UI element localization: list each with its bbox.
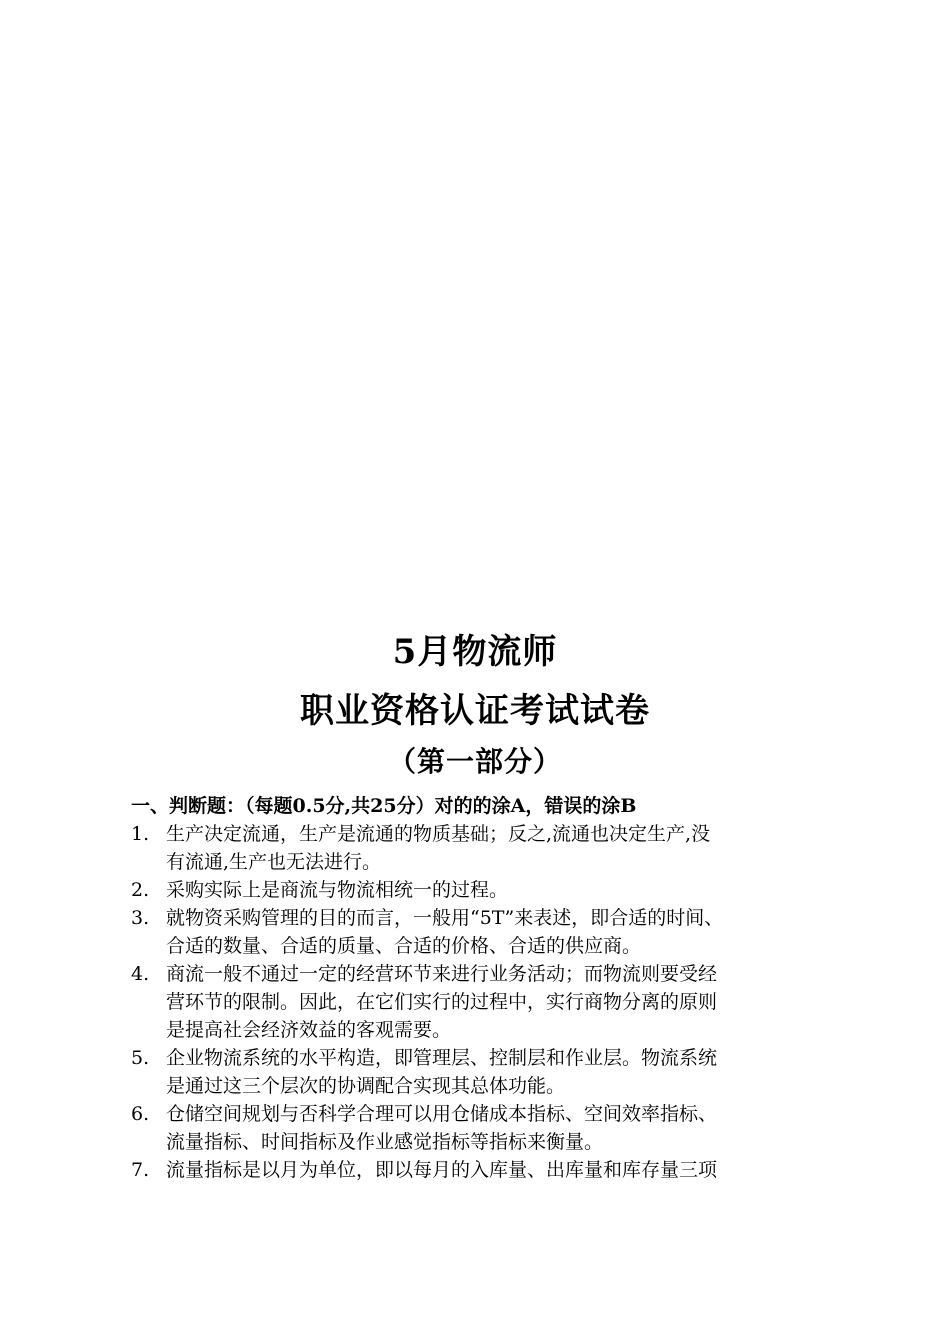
question-number: 4.	[131, 963, 150, 985]
question-item	[131, 1044, 843, 1100]
question-number: 6.	[131, 1103, 150, 1125]
question-item	[131, 876, 843, 904]
document-subtitle: 职业资格认证考试试卷	[300, 691, 650, 731]
question-number: 3.	[131, 907, 150, 929]
question-item	[131, 960, 843, 1044]
question-text-line: 流量指标、时间指标及作业感觉指标等指标来衡量。	[166, 1131, 604, 1153]
question-number: 7.	[131, 1159, 150, 1181]
question-text-line: 营环节的限制。因此，在它们实行的过程中，实行商物分离的原则	[166, 991, 718, 1013]
document-part-label: （第一部分）	[387, 745, 562, 778]
question-text-line: 合适的数量、合适的质量、合适的价格、合适的供应商。	[166, 935, 642, 957]
question-text-line: 企业物流系统的水平构造，即管理层、控制层和作业层。物流系统	[166, 1047, 718, 1069]
question-item	[131, 904, 843, 960]
question-list	[131, 820, 843, 1184]
question-text-line: 生产决定流通，生产是流通的物质基础；反之,流通也决定生产,没	[166, 823, 711, 845]
question-number: 5.	[131, 1047, 150, 1069]
question-text-line: 采购实际上是商流与物流相统一的过程。	[166, 879, 509, 901]
question-number: 1.	[131, 823, 150, 845]
document-title: 5月物流师	[392, 632, 558, 672]
question-text-line: 就物资采购管理的目的而言，一般用“5T”来表述，即合适的时间、	[166, 907, 724, 929]
question-text-line: 仓储空间规划与否科学合理可以用仓储成本指标、空间效率指标、	[166, 1103, 718, 1125]
question-text-line: 有流通,生产也无法进行。	[166, 851, 382, 873]
question-text-line: 是提高社会经济效益的客观需要。	[166, 1019, 452, 1041]
question-item	[131, 1100, 843, 1156]
question-number: 2.	[131, 879, 150, 901]
question-text-line: 流量指标是以月为单位，即以每月的入库量、出库量和库存量三项	[166, 1159, 718, 1181]
question-item	[131, 820, 843, 876]
question-item	[131, 1156, 843, 1184]
section-heading: 一、判断题：（每题0.5分,共25分）对的的涂A，错误的涂B	[131, 795, 637, 817]
question-text-line: 是通过这三个层次的协调配合实现其总体功能。	[166, 1075, 566, 1097]
question-text-line: 商流一般不通过一定的经营环节来进行业务活动；而物流则要受经	[166, 963, 718, 985]
